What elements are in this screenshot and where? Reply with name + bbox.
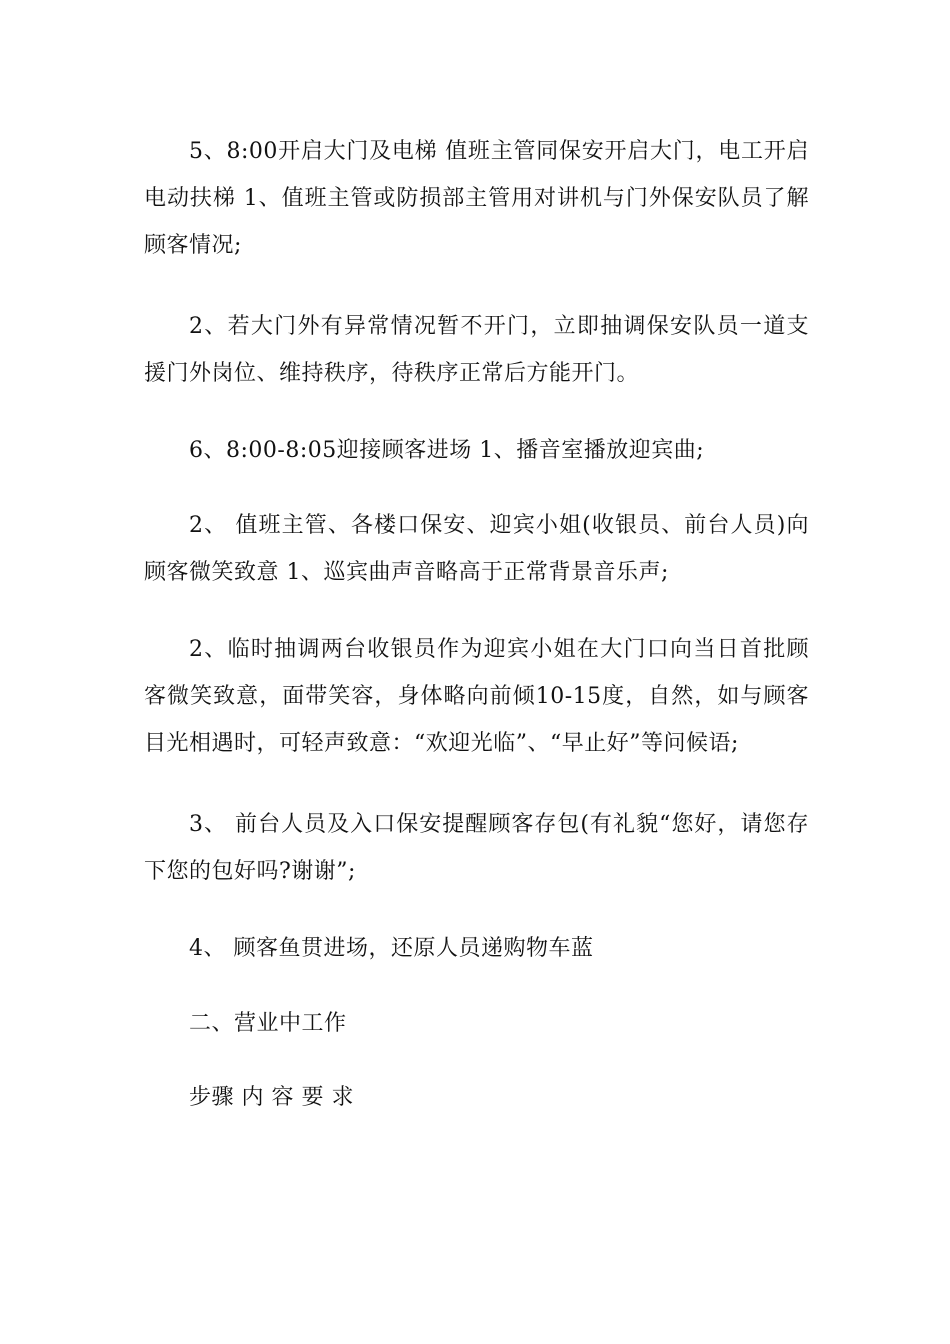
section-heading: 二、营业中工作: [189, 1011, 347, 1036]
paragraph-abnormal-situation: 2、若大门外有异常情况暂不开门，立即抽调保安队员一道支援门外岗位、维持秩序，待秩序正常后方能开门。: [144, 314, 809, 386]
paragraph-bag-storage: 3、 前台人员及入口保安提醒顾客存包(有礼貌“您好，请您存下您的包好吗?谢谢”;: [144, 812, 809, 884]
paragraph-welcome-customers: 6、8:00-8:05迎接顾客进场 1、播音室播放迎宾曲;: [189, 438, 705, 463]
paragraph-greeting-etiquette: 2、临时抽调两台收银员作为迎宾小姐在大门口向当日首批顾客微笑致意，面带笑容，身体略向前倾10-15度，自然，如与顾客目光相遇时，可轻声致意：“欢迎光临”、“早止好”等问候语;: [144, 637, 809, 756]
paragraph-staff-greeting: 2、 值班主管、各楼口保安、迎宾小姐(收银员、前台人员)向顾客微笑致意 1、巡宾曲声音略高于正常背景音乐声;: [144, 513, 809, 585]
table-header-line: 步骤 内 容 要 求: [189, 1085, 354, 1110]
paragraph-opening-doors: 5、8:00开启大门及电梯 值班主管同保安开启大门，电工开启电动扶梯 1、值班主管或防损部主管用对讲机与门外保安队员了解顾客情况;: [144, 139, 809, 258]
paragraph-customer-entry: 4、 顾客鱼贯进场，还原人员递购物车蓝: [189, 936, 594, 961]
